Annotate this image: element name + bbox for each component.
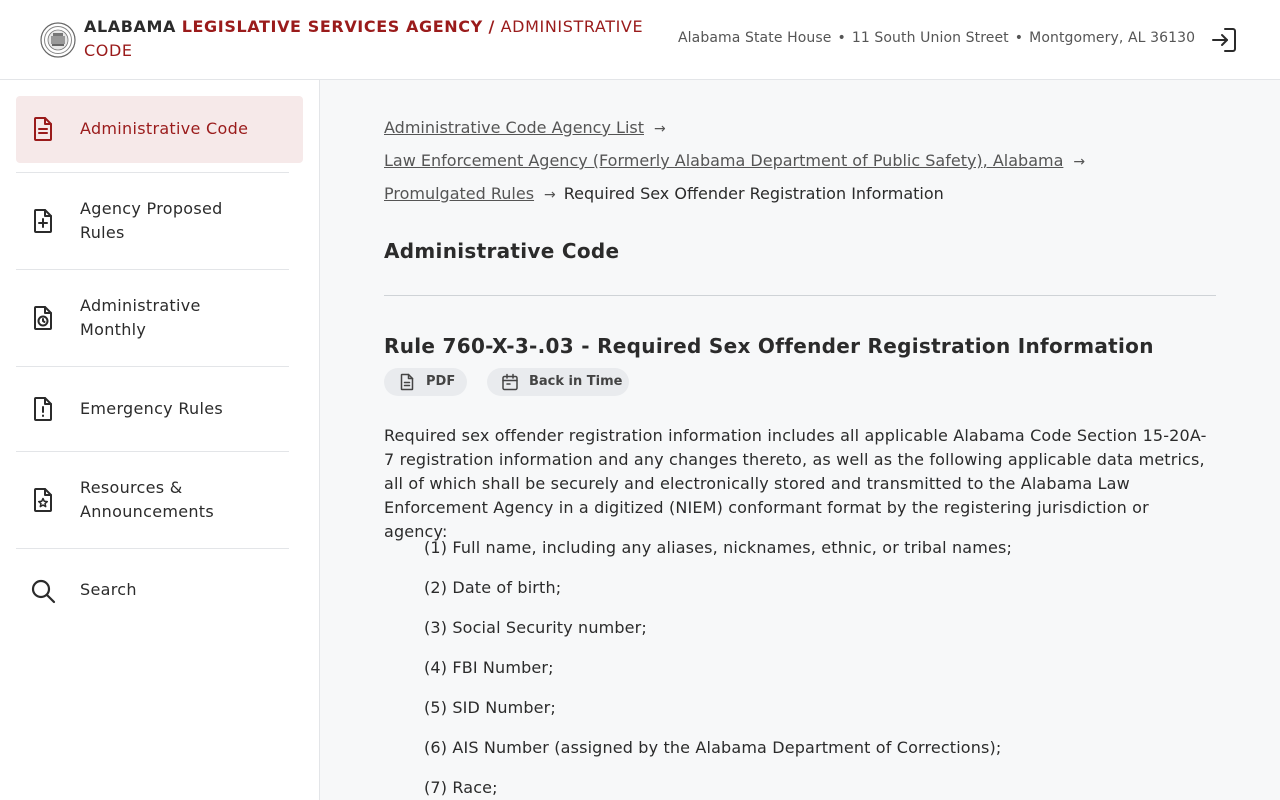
sign-in-icon[interactable] [1210, 26, 1238, 54]
document-alert-icon [30, 396, 56, 422]
back-in-time-button[interactable] [487, 368, 629, 396]
arrow-right-icon: → [1073, 154, 1086, 170]
arrow-right-icon: → [654, 121, 666, 137]
sidebar-item-resources-announcements[interactable] [16, 452, 303, 548]
breadcrumb-link-agency-list[interactable]: Administrative Code Agency List [384, 118, 644, 137]
sidebar-item-label: Administrative Code [80, 119, 249, 138]
list-item: (6) AIS Number (assigned by the Alabama Department of Corrections); [424, 738, 1002, 757]
address-separator: • [837, 30, 846, 46]
brand-agency: LEGISLATIVE SERVICES AGENCY [181, 17, 483, 36]
sidebar-item-label: Administrative Monthly [80, 296, 201, 339]
address-city: Montgomery, AL 36130 [1029, 30, 1196, 46]
brand-section: ADMINISTRATIVE CODE [84, 17, 644, 60]
list-item: (7) Race; [424, 778, 498, 797]
document-clock-icon [30, 305, 56, 331]
sidebar-item-label: Emergency Rules [80, 399, 223, 418]
pdf-button[interactable] [384, 368, 467, 396]
sidebar-item-administrative-code[interactable] [16, 96, 303, 163]
sidebar-item-search[interactable] [16, 549, 303, 633]
sidebar-item-label: Agency Proposed Rules [80, 199, 223, 242]
rule-list [424, 536, 1012, 800]
brand-separator: / [488, 17, 495, 36]
address-street: 11 South Union Street [851, 30, 1009, 46]
breadcrumb-link-promulgated-rules[interactable]: Promulgated Rules [384, 184, 535, 203]
back-in-time-label: Back in Time [529, 374, 623, 389]
arrow-right-icon: → [544, 187, 556, 203]
address-separator: • [1014, 30, 1024, 46]
list-item: (4) FBI Number; [424, 658, 554, 677]
state-seal-icon[interactable] [40, 22, 76, 58]
site-header [0, 0, 1280, 80]
document-icon [30, 116, 56, 142]
pdf-button-label: PDF [426, 374, 456, 389]
page-title: Administrative Code [384, 239, 620, 263]
divider [384, 295, 1216, 296]
site-title[interactable] [84, 15, 674, 63]
list-item: (2) Date of birth; [424, 578, 562, 597]
document-star-icon [30, 487, 56, 513]
rule-body-intro: Required sex offender registration information includes all applicable Alabama Code Section 15-20A-7 registration information and any changes thereto, as well as the following applicable data metrics, all of which shall be securely and electronically stored and transmitted to the Alabama Law Enforcement Agency in a digitized (NIEM) conformant format by the registering jurisdiction or agency: [384, 426, 1207, 541]
sidebar-item-emergency-rules[interactable] [16, 367, 303, 451]
sidebar-item-label: Resources & Announcements [80, 478, 215, 521]
sidebar-item-administrative-monthly[interactable] [16, 270, 303, 366]
address [678, 30, 1195, 46]
sidebar [0, 80, 320, 800]
breadcrumb-current: Required Sex Offender Registration Information [563, 184, 944, 203]
sidebar-item-label: Search [80, 580, 137, 599]
document-plus-icon [30, 208, 56, 234]
search-icon [30, 578, 56, 604]
breadcrumb-link-agency[interactable]: Law Enforcement Agency (Formerly Alabama Department of Public Safety), Alabama [384, 151, 1064, 170]
address-building: Alabama State House [678, 30, 832, 46]
calendar-icon [501, 373, 519, 391]
sidebar-item-agency-proposed-rules[interactable] [16, 173, 303, 269]
brand-state: ALABAMA [84, 17, 177, 36]
list-item: (5) SID Number; [424, 698, 556, 717]
rule-title: Rule 760-X-3-.03 - Required Sex Offender Registration Information [384, 334, 1154, 358]
breadcrumb [384, 112, 1093, 211]
pdf-document-icon [398, 373, 416, 391]
list-item: (3) Social Security number; [424, 618, 647, 637]
list-item: (1) Full name, including any aliases, nicknames, ethnic, or tribal names; [424, 538, 1013, 557]
